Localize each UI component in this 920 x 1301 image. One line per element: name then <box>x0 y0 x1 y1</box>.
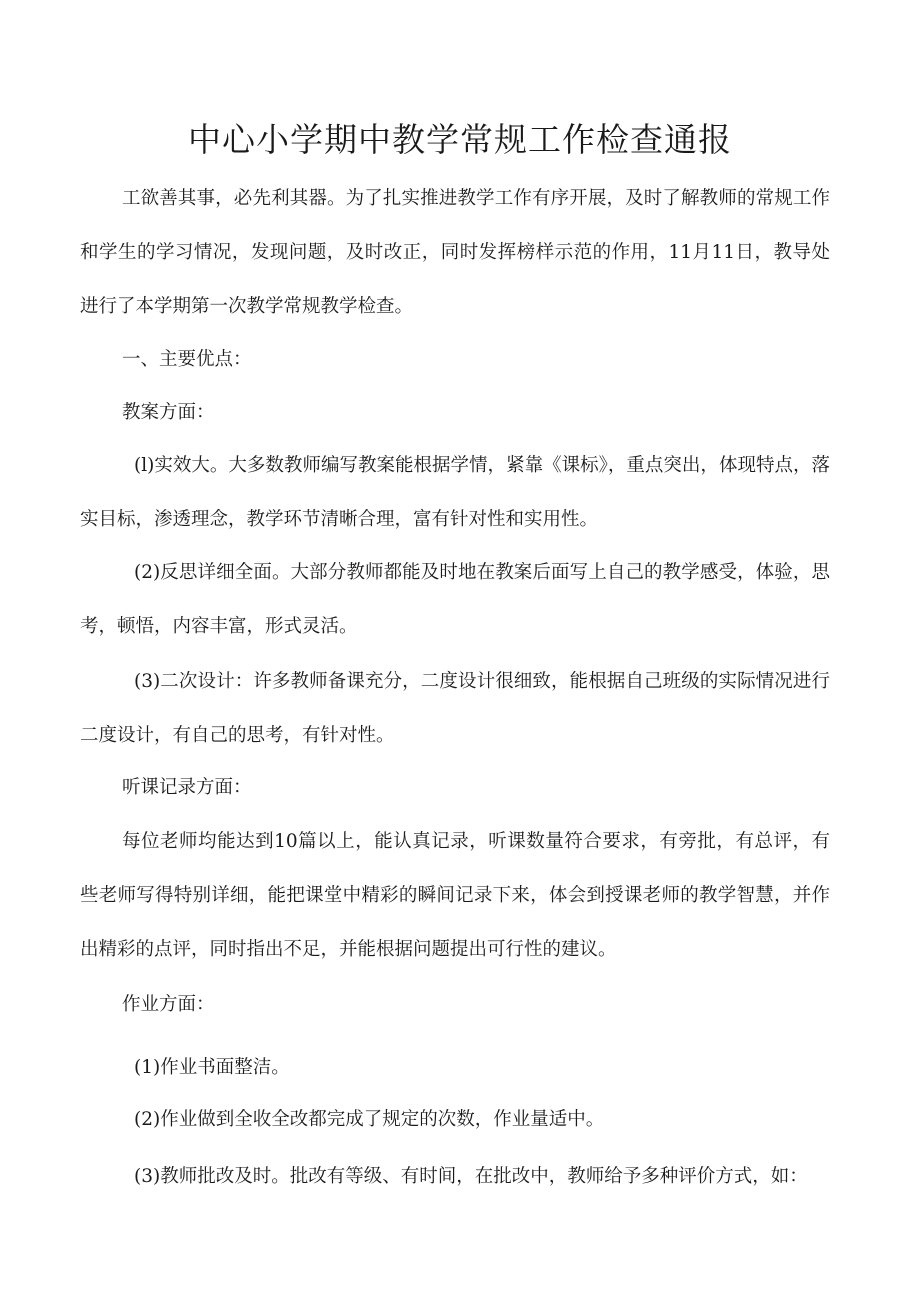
lecture-records-heading: 听课记录方面： <box>122 777 252 798</box>
lesson-plan-item-1: (l)实效大。大多数教师编写教案能根据学情，紧靠《课标》，重点突出，体现特点，落实目标，渗透理念，教学环节清晰合理，富有针对性和实用性。 <box>80 455 830 530</box>
homework-item-3: (3)教师批改及时。批改有等级、有时间，在批改中，教师给予多种评价方式，如： <box>134 1166 808 1187</box>
homework-item-2: (2)作业做到全收全改都完成了规定的次数，作业量适中。 <box>134 1109 605 1130</box>
intro-paragraph: 工欲善其事，必先利其器。为了扎实推进教学工作有序开展，及时了解教师的常规工作和学生的学习情况，发现问题，及时改正，同时发挥榜样示范的作用，11月11日，教导处进行了本学期第一次教学常规教学检查。 <box>80 188 830 317</box>
document-title: 中心小学期中教学常规工作检查通报 <box>188 120 732 159</box>
lesson-plan-item-3: (3)二次设计：许多教师备课充分，二度设计很细致，能根据自己班级的实际情况进行二度设计，有自己的思考，有针对性。 <box>80 671 830 746</box>
homework-item-1: (1)作业书面整洁。 <box>134 1057 290 1078</box>
lesson-plans-heading: 教案方面： <box>122 402 215 423</box>
lesson-plan-item-2: (2)反思详细全面。大部分教师都能及时地在教案后面写上自己的教学感受，体验，思考，顿悟，内容丰富，形式灵活。 <box>80 562 830 637</box>
section-one-heading: 一、主要优点： <box>122 349 252 370</box>
homework-heading: 作业方面： <box>122 994 215 1015</box>
lecture-records-paragraph: 每位老师均能达到10篇以上，能认真记录，听课数量符合要求，有旁批，有总评，有些老师写得特别详细，能把课堂中精彩的瞬间记录下来，体会到授课老师的教学智慧，并作出精彩的点评，同时指出不足，并能根据问题提出可行性的建议。 <box>80 831 830 960</box>
